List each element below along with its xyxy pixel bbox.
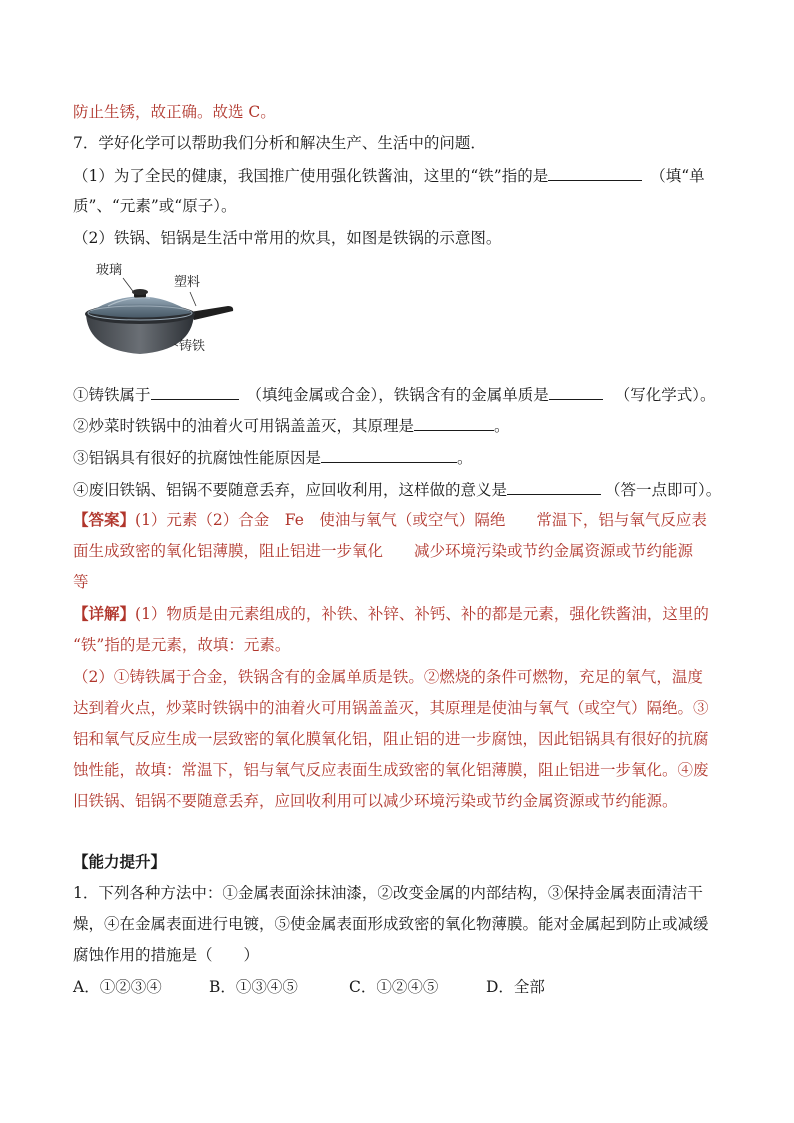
subquestion-4: ④废旧铁锅、铝锅不要随意丢弃，应回收利用，这样做的意义是 （答一点即可）。 xyxy=(73,481,722,499)
question-7-part1-line1: （1）为了全民的健康，我国推广使用强化铁酱油，这里的“铁”指的是 （填“单 xyxy=(73,167,705,185)
prev-answer-tail: 防止生锈，故正确。故选 C。 xyxy=(73,103,276,121)
answer-blank-2[interactable] xyxy=(151,384,239,400)
answer-blank-3[interactable] xyxy=(549,384,603,400)
question-1-line2: 燥，④在金属表面进行电镀，⑤使金属表面形成致密的氧化物薄膜。能对金属起到防止或减缓 xyxy=(73,915,709,933)
question-7-part2: （2）铁锅、铝锅是生活中常用的炊具，如图是铁锅的示意图。 xyxy=(73,229,502,247)
subquestion-1: ①铸铁属于 （填纯金属或合金），铁锅含有的金属单质是 （写化学式）。 xyxy=(73,386,716,404)
option-d[interactable]: D．全部 xyxy=(486,978,545,996)
question-1-line3: 腐蚀作用的措施是（ ） xyxy=(73,946,260,964)
label-plastic: 塑料 xyxy=(174,275,201,290)
section-heading: 【能力提升】 xyxy=(73,852,167,871)
option-a[interactable]: A．①②③④ xyxy=(73,978,162,996)
answer-line-3: 等 xyxy=(73,573,89,591)
detail-line-6: 蚀性能，故填：常温下，铝与氧气反应表面生成致密的氧化铝薄膜，阻止铝进一步氧化。④废 xyxy=(73,761,709,779)
question-7-title: 7．学好化学可以帮助我们分析和解决生产、生活中的问题． xyxy=(73,134,486,152)
detail-line-5: 铝和氧气反应生成一层致密的氧化膜氧化铝，阻止铝的进一步腐蚀，因此铝锅具有很好的抗腐 xyxy=(73,730,709,748)
label-cast-iron: 铸铁 xyxy=(179,339,206,354)
answer-blank-5[interactable] xyxy=(321,447,457,463)
detail-line-2: “铁”指的是元素，故填：元素。 xyxy=(73,636,291,654)
option-b[interactable]: B．①③④⑤ xyxy=(209,978,298,996)
answer-line-2: 面生成致密的氧化铝薄膜，阻止铝进一步氧化 减少环境污染或节约金属资源或节约能源 xyxy=(73,542,694,560)
detail-line-4: 达到着火点，炒菜时铁锅中的油着火可用锅盖盖灭，其原理是使油与氧气（或空气）隔绝。③ xyxy=(73,699,709,717)
answer-tag: 【答案】 xyxy=(73,510,136,529)
detail-tag: 【详解】 xyxy=(73,604,136,623)
answer-blank-1[interactable] xyxy=(548,165,642,181)
detail-line-1: 【详解】(1）物质是由元素组成的，补铁、补锌、补钙、补的都是元素，强化铁酱油，这里的 xyxy=(73,604,709,623)
answer-blank-4[interactable] xyxy=(414,415,494,431)
option-c[interactable]: C．①②④⑤ xyxy=(349,978,439,996)
subquestion-3: ③铝锅具有很好的抗腐蚀性能原因是 。 xyxy=(73,449,473,467)
subquestion-2: ②炒菜时铁锅中的油着火可用锅盖盖灭，其原理是 。 xyxy=(73,417,510,435)
question-7-part1-line2: 质”、“元素”或“原子）。 xyxy=(73,197,237,215)
label-glass: 玻璃 xyxy=(96,263,123,278)
answer-blank-6[interactable] xyxy=(507,479,601,495)
detail-line-7: 旧铁锅、铝锅不要随意丢弃，应回收利用可以减少环境污染或节约金属资源或节约能源。 xyxy=(73,792,678,810)
wok-diagram xyxy=(78,262,238,358)
question-1-line1: 1．下列各种方法中：①金属表面涂抹油漆，②改变金属的内部结构，③保持金属表面清洁干 xyxy=(73,884,703,902)
detail-line-3: （2）①铸铁属于合金，铁锅含有的金属单质是铁。②燃烧的条件可燃物，充足的氧气，温度 xyxy=(73,668,703,686)
answer-line-1: 【答案】(1）元素（2）合金 Fe 使油与氧气（或空气）隔绝 常温下，铝与氧气反应表 xyxy=(73,510,707,529)
